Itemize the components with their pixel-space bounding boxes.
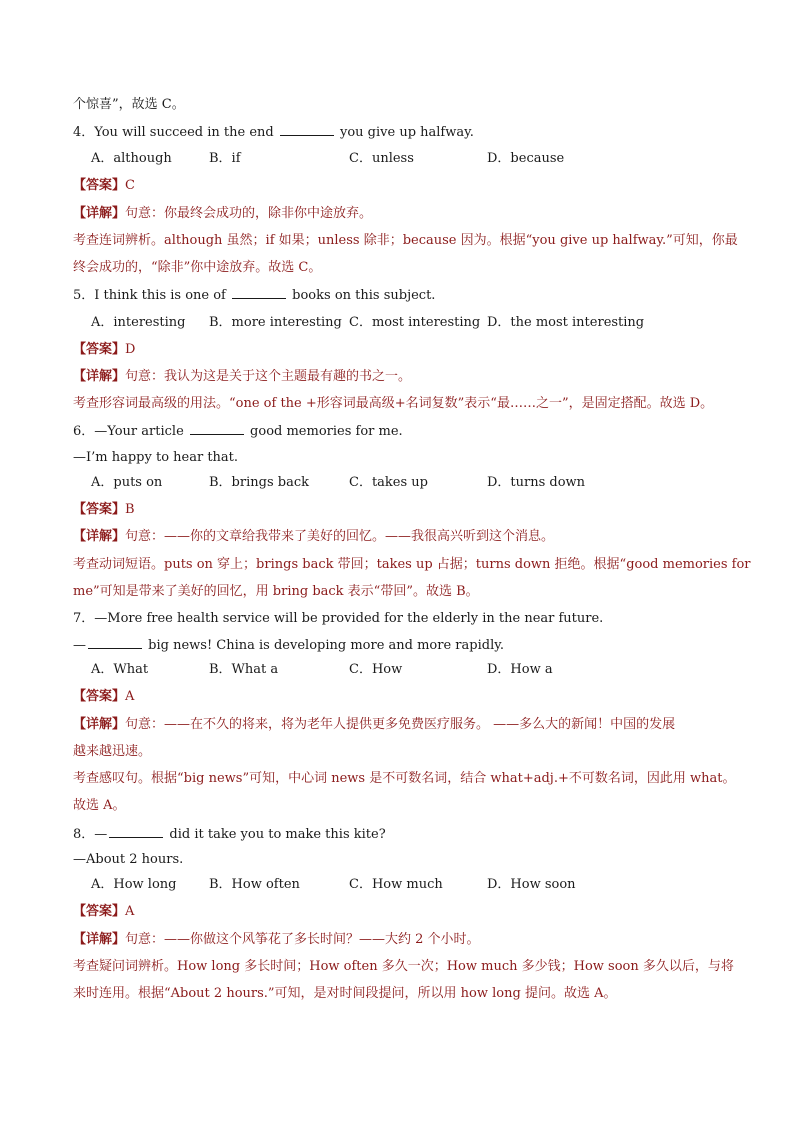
option-a: A．puts on — [91, 475, 163, 490]
option-c: C．How much — [349, 877, 443, 892]
stem-text: you give up halfway. — [340, 125, 474, 140]
detail-line — [73, 528, 734, 546]
option-d: D．because — [487, 151, 565, 166]
detail-meaning: 句意：——你做这个风筝花了多长时间？——大约 2 个小时。 — [125, 932, 480, 947]
question-number: 6． — [73, 424, 95, 439]
detail-line — [73, 931, 734, 949]
option-c: C．takes up — [349, 475, 428, 490]
stem-text: I think this is one of — [94, 288, 226, 303]
option-b: B．How often — [209, 877, 300, 892]
question-number: 8． — [73, 827, 95, 842]
answer-blank — [280, 123, 334, 136]
stem-text: —More free health service will be provided for the elderly in the near future. — [94, 611, 604, 626]
option-d: D．turns down — [487, 475, 586, 490]
answer-label: 【答案】 — [73, 342, 126, 357]
question-7-response — [73, 636, 734, 655]
option-c: C．unless — [349, 151, 414, 166]
stem-text: did it take you to make this kite? — [169, 827, 386, 842]
detail-meaning: 句意：我认为这是关于这个主题最有趣的书之一。 — [125, 369, 412, 384]
analysis-line: 故选 A。 — [73, 798, 126, 813]
analysis-line: 考查动词短语。puts on 穿上；brings back 带回；takes up 占据；turns down 拒绝。根据“good memories for — [73, 557, 751, 572]
question-8-response: —About 2 hours. — [73, 852, 184, 867]
question-7-stem — [73, 610, 734, 628]
answer-line — [73, 903, 734, 921]
question-6-stem — [73, 422, 734, 441]
detail-label: 【详解】 — [73, 529, 126, 544]
answer-blank — [190, 422, 244, 435]
answer-label: 【答案】 — [73, 904, 126, 919]
answer-label: 【答案】 — [73, 178, 126, 193]
answer-line — [73, 341, 734, 359]
answer-label: 【答案】 — [73, 689, 126, 704]
analysis-line: 来时连用。根据“About 2 hours.”可知，是对时间段提问，所以用 how long 提问。故选 A。 — [73, 986, 617, 1001]
detail-label: 【详解】 — [73, 206, 126, 221]
detail-label: 【详解】 — [73, 369, 126, 384]
detail-label: 【详解】 — [73, 717, 126, 732]
option-a: A．although — [91, 151, 172, 166]
stem-text: You will succeed in the end — [94, 125, 274, 140]
answer-value: A — [125, 689, 135, 704]
analysis-line: 考查形容词最高级的用法。“one of the +形容词最高级+名词复数”表示“最……之一”，是固定搭配。故选 D。 — [73, 396, 714, 411]
option-b: B．What a — [209, 662, 279, 677]
option-a: A．interesting — [91, 315, 186, 330]
explanation-text: 个惊喜”，故选 C。 — [73, 97, 185, 112]
option-d: D．How soon — [487, 877, 576, 892]
question-number: 7． — [73, 611, 95, 626]
analysis-line: me”可知是带来了美好的回忆，用 bring back 表示“带回”。故选 B。 — [73, 584, 479, 599]
detail-meaning-continued: 越来越迅速。 — [73, 744, 152, 759]
answer-line — [73, 501, 734, 519]
question-8-stem — [73, 825, 734, 844]
previous-explanation-tail — [73, 96, 734, 114]
analysis-line: 终会成功的，“除非”你中途放弃。故选 C。 — [73, 260, 322, 275]
answer-blank — [109, 825, 163, 838]
detail-meaning: 句意：——你的文章给我带来了美好的回忆。——我很高兴听到这个消息。 — [125, 529, 555, 544]
stem-text: —Your article — [94, 424, 184, 439]
option-a: A．What — [91, 662, 149, 677]
option-b: B．brings back — [209, 475, 309, 490]
analysis-line: 考查疑问词辨析。How long 多长时间；How often 多久一次；How much 多少钱；How soon 多久以后，与将 — [73, 959, 734, 974]
question-6-response: —I’m happy to hear that. — [73, 450, 239, 465]
analysis-line: 考查感叹句。根据“big news”可知，中心词 news 是不可数名词，结合 what+adj.+不可数名词，因此用 what。 — [73, 771, 736, 786]
option-b: B．more interesting — [209, 315, 342, 330]
detail-meaning: 句意：——在不久的将来，将为老年人提供更多免费医疗服务。 ——多么大的新闻！中国的发展 — [125, 717, 676, 732]
option-a: A．How long — [91, 877, 177, 892]
answer-blank — [88, 636, 142, 649]
option-b: B．if — [209, 151, 241, 166]
question-number: 5． — [73, 288, 95, 303]
stem-text: books on this subject. — [292, 288, 436, 303]
answer-value: D — [125, 342, 136, 357]
stem-text: — — [73, 638, 86, 653]
answer-line — [73, 177, 734, 195]
option-c: C．How — [349, 662, 403, 677]
option-c: C．most interesting — [349, 315, 481, 330]
detail-label: 【详解】 — [73, 932, 126, 947]
option-d: D．How a — [487, 662, 553, 677]
answer-value: C — [125, 178, 135, 193]
detail-line — [73, 368, 734, 386]
analysis-line: 考查连词辨析。although 虽然；if 如果；unless 除非；because 因为。根据“you give up halfway.”可知，你最 — [73, 233, 738, 248]
option-d: D．the most interesting — [487, 315, 645, 330]
question-number: 4． — [73, 125, 95, 140]
question-4-stem — [73, 123, 734, 142]
detail-line — [73, 205, 734, 223]
answer-value: A — [125, 904, 135, 919]
stem-text: big news! China is developing more and more rapidly. — [148, 638, 504, 653]
question-5-stem — [73, 286, 734, 305]
stem-text: — — [94, 827, 108, 842]
detail-line — [73, 716, 734, 734]
answer-label: 【答案】 — [73, 502, 126, 517]
answer-blank — [232, 286, 286, 299]
stem-text: good memories for me. — [250, 424, 403, 439]
answer-line — [73, 688, 734, 706]
answer-value: B — [125, 502, 135, 517]
detail-meaning: 句意：你最终会成功的，除非你中途放弃。 — [125, 206, 373, 221]
